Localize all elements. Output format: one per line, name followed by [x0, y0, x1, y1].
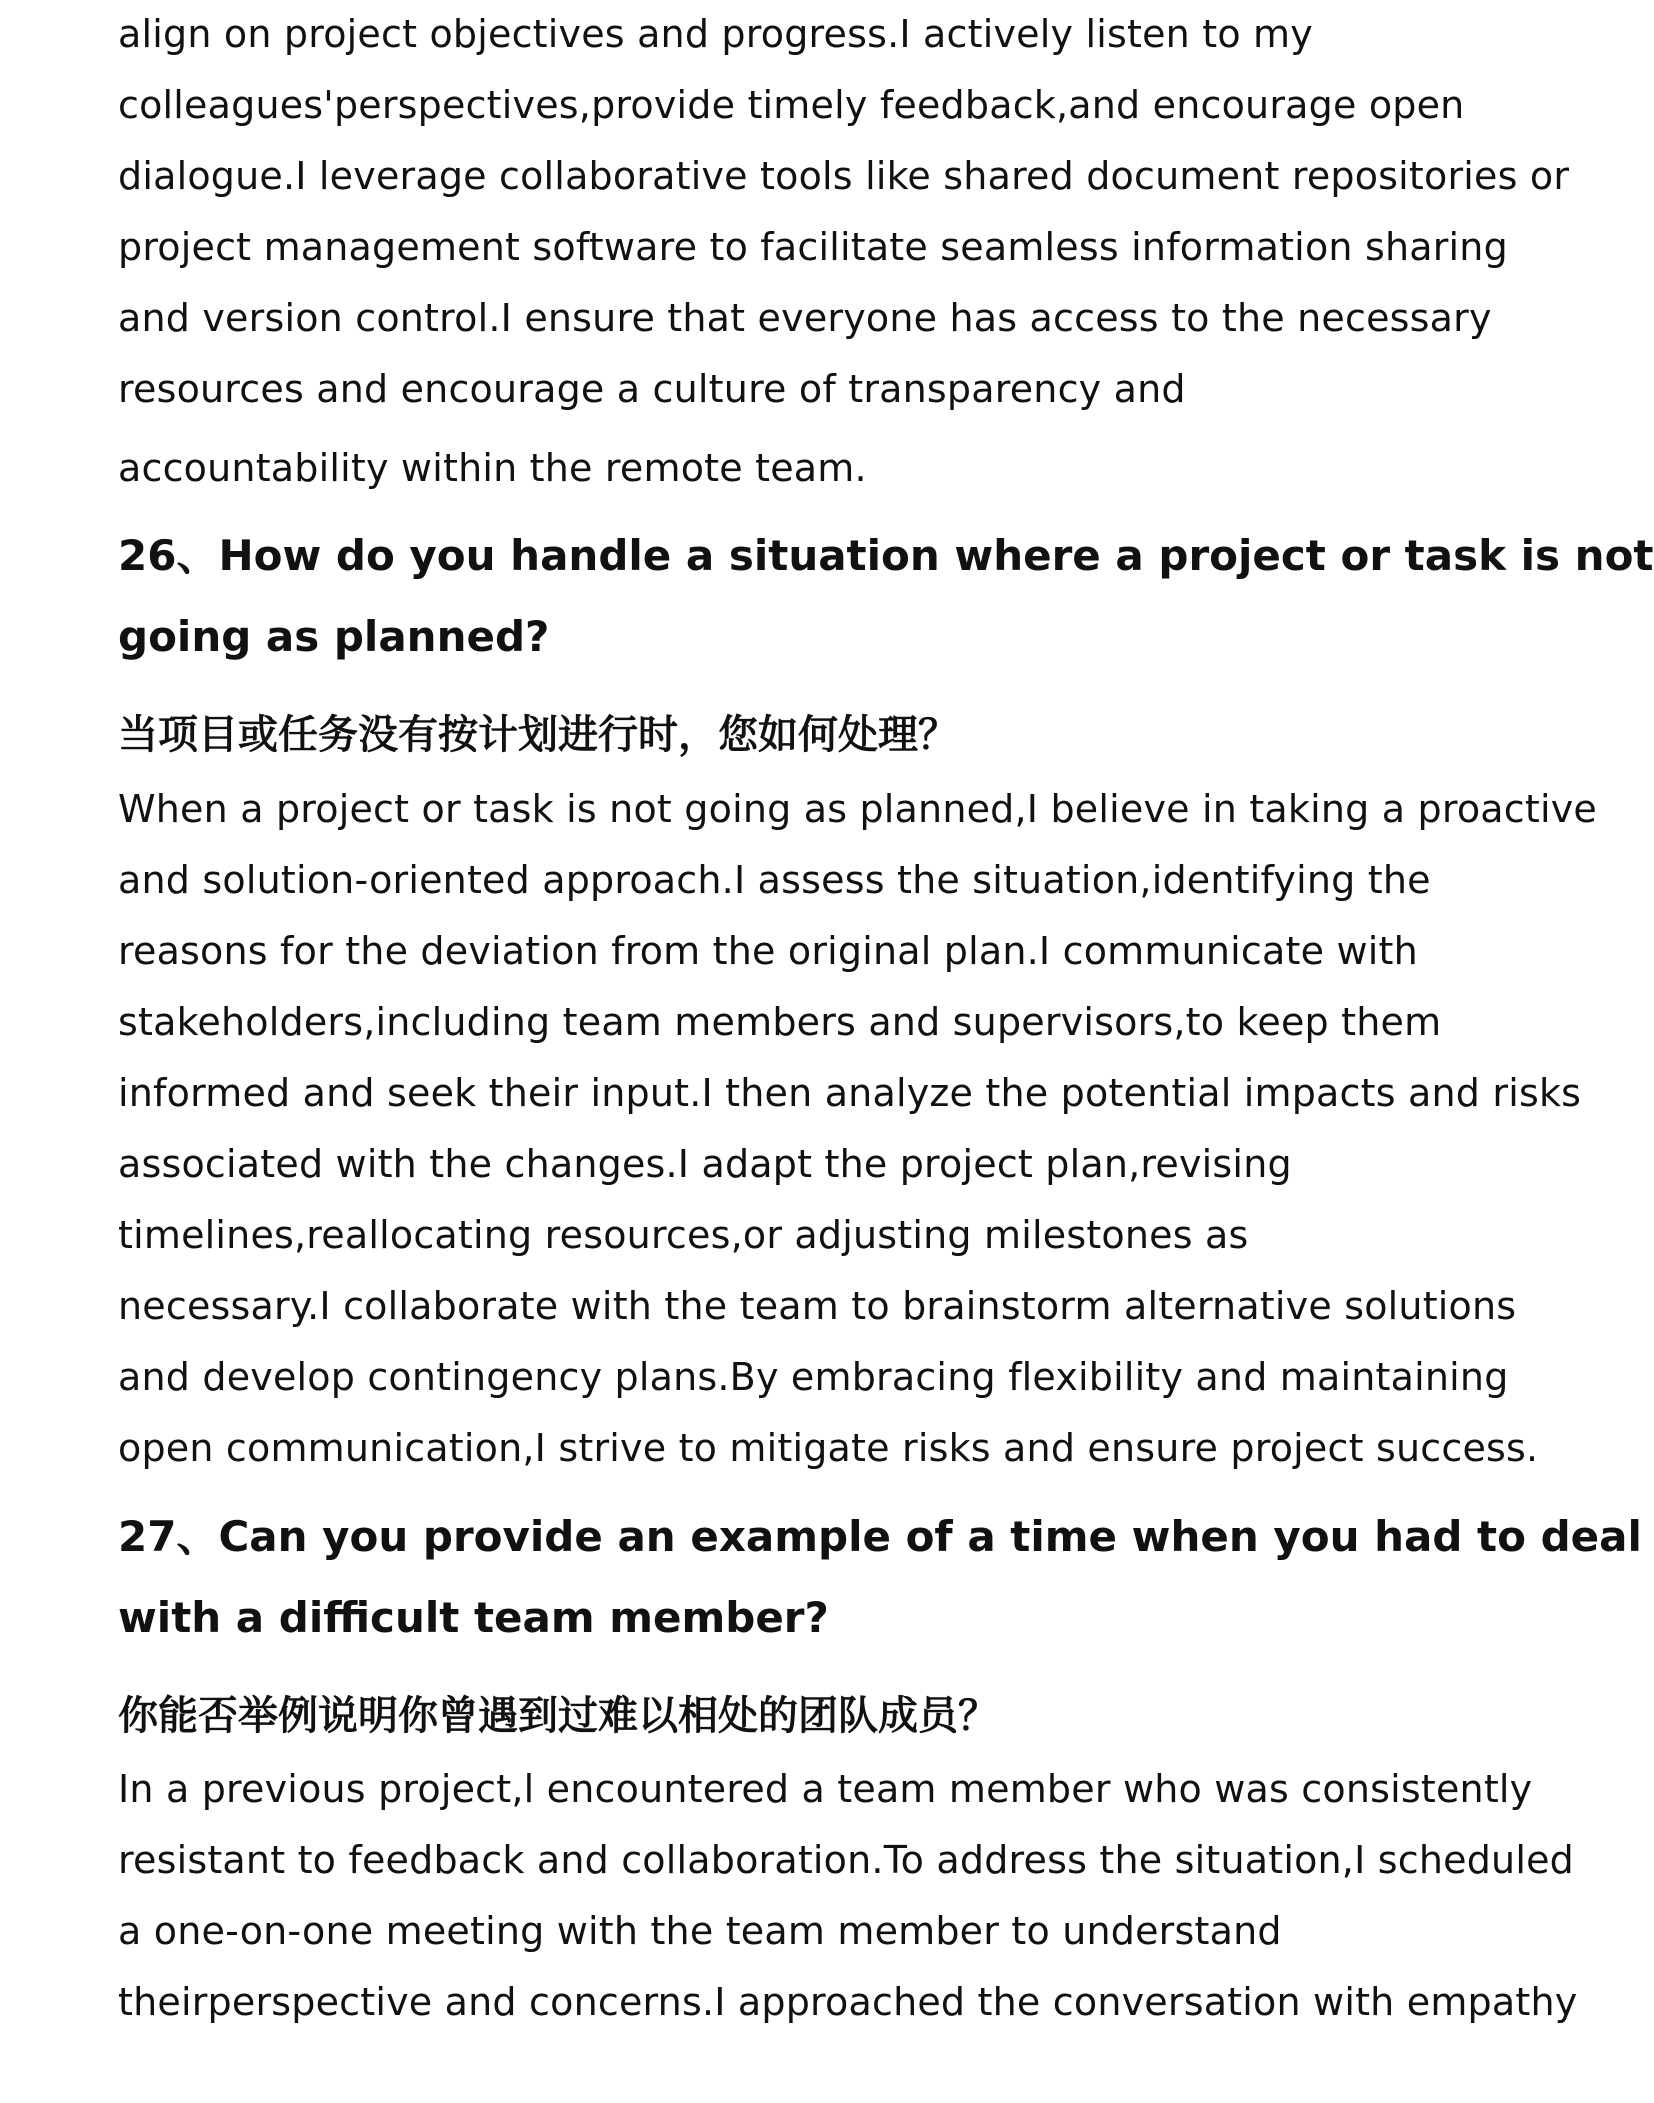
question-chinese-translation: 你能否举例说明你曾遇到过难以相处的团队成员？ [118, 1693, 998, 1739]
question-heading-line: 26、How do you handle a situation where a project or task is not [118, 531, 1654, 580]
intro-line: align on project objectives and progress.I actively listen to my [118, 12, 1313, 56]
intro-line: and version control.I ensure that everyone has access to the necessary [118, 296, 1492, 340]
question-heading-line: 27、Can you provide an example of a time when you had to deal [118, 1512, 1642, 1561]
answer-line: informed and seek their input.I then analyze the potential impacts and risks [118, 1071, 1582, 1115]
answer-line: timelines,reallocating resources,or adjusting milestones as [118, 1213, 1249, 1257]
intro-line: accountability within the remote team. [118, 446, 867, 490]
intro-line: colleagues'perspectives,provide timely feedback,and encourage open [118, 83, 1465, 127]
answer-line: necessary.I collaborate with the team to brainstorm alternative solutions [118, 1284, 1517, 1328]
intro-line: resources and encourage a culture of transparency and [118, 367, 1186, 411]
answer-line: open communication,I strive to mitigate risks and ensure project success. [118, 1426, 1539, 1470]
answer-line: In a previous project,l encountered a team member who was consistently [118, 1767, 1533, 1811]
answer-line: and develop contingency plans.By embracing flexibility and maintaining [118, 1355, 1509, 1399]
answer-line: and solution-oriented approach.I assess the situation,identifying the [118, 858, 1431, 902]
answer-line: stakeholders,including team members and supervisors,to keep them [118, 1000, 1442, 1044]
answer-line: a one-on-one meeting with the team member to understand [118, 1909, 1282, 1953]
question-chinese-translation: 当项目或任务没有按计划进行时，您如何处理？ [118, 712, 958, 758]
answer-line: associated with the changes.I adapt the project plan,revising [118, 1142, 1292, 1186]
question-heading-line: going as planned? [118, 612, 550, 661]
intro-line: dialogue.I leverage collaborative tools like shared document repositories or [118, 154, 1570, 198]
answer-line: reasons for the deviation from the original plan.I communicate with [118, 929, 1418, 973]
answer-line: resistant to feedback and collaboration.To address the situation,I scheduled [118, 1838, 1574, 1882]
answer-line: When a project or task is not going as planned,I believe in taking a proactive [118, 787, 1597, 831]
intro-line: project management software to facilitate seamless information sharing [118, 225, 1508, 269]
answer-line: theirperspective and concerns.I approached the conversation with empathy [118, 1980, 1578, 2024]
question-heading-line: with a difficult team member? [118, 1593, 829, 1642]
